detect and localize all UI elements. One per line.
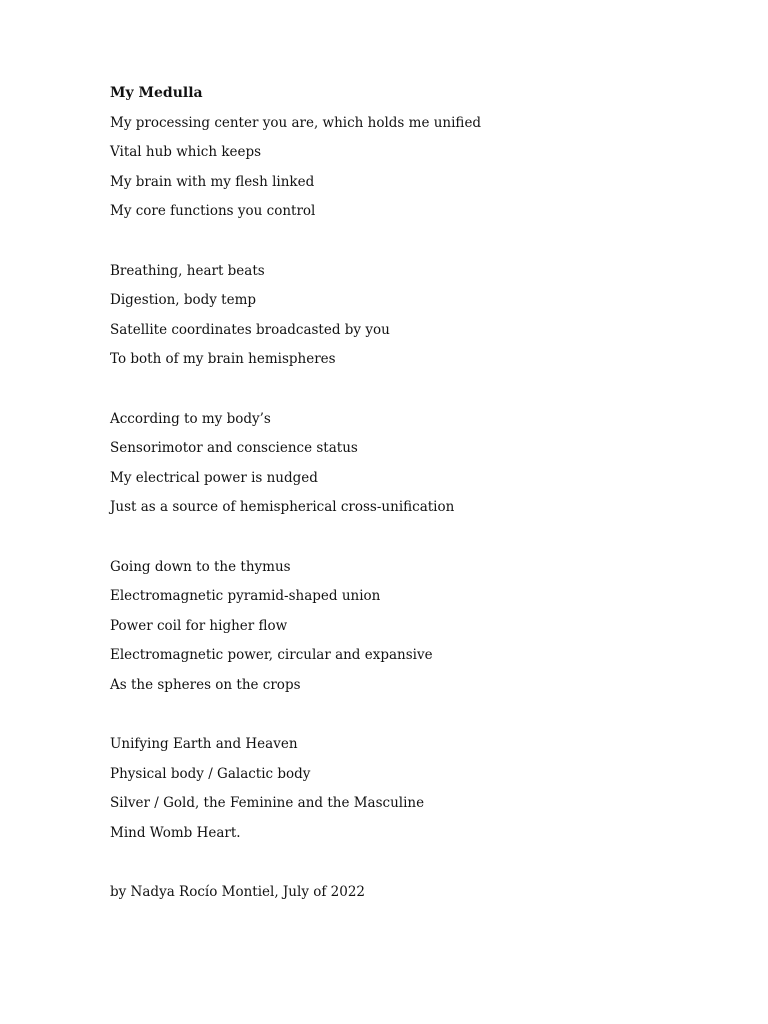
poem-line: Electromagnetic power, circular and expansive — [110, 647, 433, 664]
poem-line: Mind Womb Heart. — [110, 824, 241, 841]
poem-line: My core functions you control — [110, 203, 316, 220]
poem-line: Vital hub which keeps — [110, 144, 262, 161]
poem — [110, 82, 710, 911]
stanza-1 — [110, 112, 710, 230]
poem-line: Unifying Earth and Heaven — [110, 736, 298, 753]
poem-line: According to my body’s — [110, 410, 271, 427]
stanza-2 — [110, 260, 710, 378]
poem-line: Sensorimotor and conscience status — [110, 440, 358, 457]
poem-line: Silver / Gold, the Feminine and the Masculine — [110, 795, 425, 812]
poem-title: My Medulla — [110, 85, 203, 101]
poem-line: Satellite coordinates broadcasted by you — [110, 321, 390, 338]
poem-line: Electromagnetic pyramid-shaped union — [110, 588, 381, 605]
stanza-break — [110, 230, 710, 260]
stanza-4 — [110, 556, 710, 704]
poem-line: Just as a source of hemispherical cross-unification — [110, 499, 455, 516]
stanza-3 — [110, 408, 710, 526]
stanza-break — [110, 703, 710, 733]
poem-line: Digestion, body temp — [110, 292, 257, 309]
stanza-break — [110, 851, 710, 881]
stanza-break — [110, 378, 710, 408]
poem-line: As the spheres on the crops — [110, 676, 301, 693]
poem-line: My electrical power is nudged — [110, 469, 318, 486]
poem-line: To both of my brain hemispheres — [110, 351, 336, 368]
poem-line: Physical body / Galactic body — [110, 765, 311, 782]
stanza-5 — [110, 733, 710, 851]
poem-line: Breathing, heart beats — [110, 262, 265, 279]
poem-line: Power coil for higher flow — [110, 617, 288, 634]
stanza-break — [110, 526, 710, 556]
poem-line: My brain with my flesh linked — [110, 173, 315, 190]
poem-line: My processing center you are, which holds me unified — [110, 114, 482, 131]
author-byline: by Nadya Rocío Montiel, July of 2022 — [110, 884, 366, 901]
poem-line: Going down to the thymus — [110, 558, 291, 575]
